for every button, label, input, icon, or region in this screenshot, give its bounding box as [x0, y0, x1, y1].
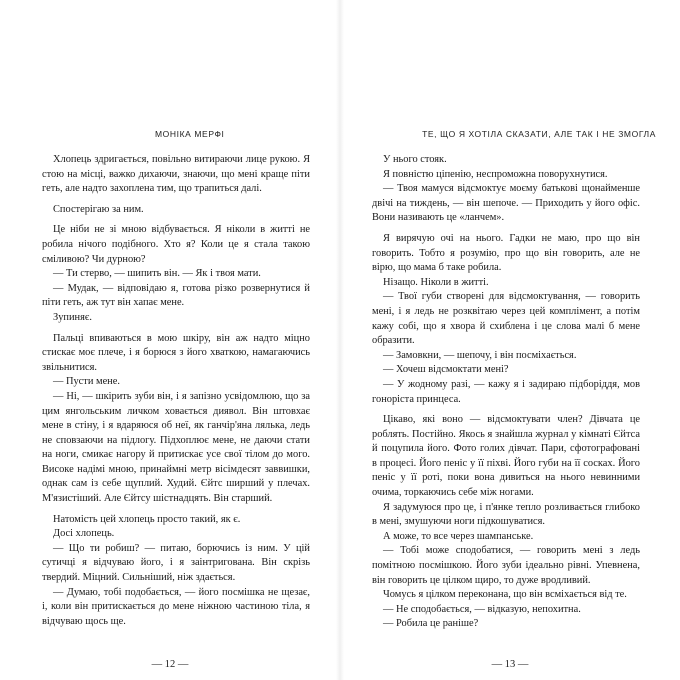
paragraph: — Хочеш відсмоктати мені? [383, 364, 509, 376]
right-page [340, 0, 680, 680]
paragraph: — Що ти робиш? — питаю, борючись із ним. У цій сутичці я відчуваю його, і я заінтригована. Він скрізь твердий. Міцний. Сильніший, ніж здається. [42, 542, 310, 584]
paragraph: — Думаю, тобі подобається, — його посмішка не щезає, і, коли він притискається до мене ніжною частиною тіла, я відчуваю щось ще. [42, 586, 310, 627]
running-head-author: МОНІКА МЕРФІ [155, 129, 225, 139]
paragraph: — Пусти мене. [53, 376, 120, 388]
paragraph: Зупиняє. [53, 311, 92, 323]
right-page-text [372, 153, 640, 632]
paragraph: Чомусь я цілком переконана, що він всміхається від те. [383, 589, 627, 601]
left-page-text [42, 153, 310, 629]
paragraph: — Твої губи створені для відсмоктування, — говорить мені, і я ледь не розквітаю через цей комплімент, а потім кажу собі, що я хвора й схиблена і це слова малі б мене образити. [372, 291, 640, 347]
paragraph: Я повністю ціпенію, неспроможна поворухнутися. [383, 168, 608, 180]
paragraph: Хлопець здригається, повільно витираючи лице рукою. Я стою на місці, важко дихаючи, знаючи, що мені краще піти геть, але надто захоплена тим, що трапиться далі. [42, 154, 310, 195]
page-number-right: — 13 — [491, 659, 529, 670]
paragraph: Спостерігаю за ним. [53, 203, 144, 215]
paragraph: Пальці впиваються в мою шкіру, він аж надто міцно стискає моє плече, і я борюся з його хваткою, намагаючись звільнитися. [42, 332, 310, 373]
paragraph: Це ніби не зі мною відбувається. Я ніколи в житті не робила нічого подібного. Хто я? Коли це я стала такою сміливою? Чи дурною? [42, 224, 310, 265]
running-head-title: ТЕ, ЩО Я ХОТІЛА СКАЗАТИ, АЛЕ ТАК І НЕ ЗМОГЛА [422, 129, 656, 139]
paragraph: Цікаво, які воно — відсмоктувати член? Дівчата це роблять. Постійно. Якось я знайшла журнал у кімнаті Єйтса й поцупила його. Фото голих дівчат. Пари, сфотографовані в процесі. Його пеніс у її піхві. Його губи на її сосках. Його пеніс у її роті, поки вона дивиться на нього невинними очима, торкаючись себе між ногами. [372, 414, 640, 499]
paragraph: Я вирячую очі на нього. Гадки не маю, про що він говорить. Тобто я розумію, про що він говорить, але не вірю, що мама б таке робила. [372, 232, 640, 274]
paragraph: — У жодному разі, — кажу я і задираю підборіддя, мов гоноріста принцеса. [372, 378, 640, 405]
paragraph: — Ні, — шкірить зуби він, і я запізно усвідомлюю, що за цим янгольським личком ховається диявол. Він штовхає мене в стіну, і я вдаряюся об неї, як ганчір'яна лялька, ледь не сповзаючи на підлогу. Підхоплює мене, не даючи стати на ноги, смикає нагору й притискає усе свої тілом до мого. Високе надімі мною, принаймні метр вісімдесят заввишки, однак сам із себе щуплий. Худий. Єйтс ширший у плечах. М'язистіший. Але Єйтсу шістнадцять. Він старший. [42, 390, 310, 505]
paragraph: — Замовкни, — шепочу, і він посміхається. [383, 349, 577, 361]
paragraph: — Мудак, — відповідаю я, готова різко розвернутися й піти геть, аж тут він хапає мене. [42, 282, 310, 309]
paragraph: Досі хлопець. [53, 528, 115, 540]
paragraph: — Не сподобається, — відказую, непохитна. [383, 603, 581, 615]
paragraph: Натомість цей хлопець просто такий, як є. [53, 513, 241, 525]
paragraph: — Тобі може сподобатися, — говорить мені з ледь помітною посмішкою. Його зуби ідеально рівні. Упевнена, він говорить це цілком щиро, то дуже вродливий. [372, 545, 640, 586]
paragraph: — Твоя мамуся відсмоктує моєму батькові щонайменше двічі на тиждень, — він шепоче. — Приходить у його офіс. Вони називають це «ланчем». [372, 183, 640, 224]
paragraph: Я задумуюся про це, і п'янке тепло розливається глибоко в мені, змушуючи ноги підкошуватися. [372, 501, 640, 528]
paragraph: — Робила це раніше? [383, 618, 479, 630]
paragraph: Нізащо. Ніколи в житті. [383, 276, 489, 288]
paragraph: У нього стояк. [383, 154, 447, 165]
page-number-left: — 12 — [151, 659, 189, 670]
paragraph: — Ти стерво, — шипить він. — Як і твоя мати. [53, 268, 261, 280]
paragraph: А може, то все через шампанське. [383, 530, 534, 542]
